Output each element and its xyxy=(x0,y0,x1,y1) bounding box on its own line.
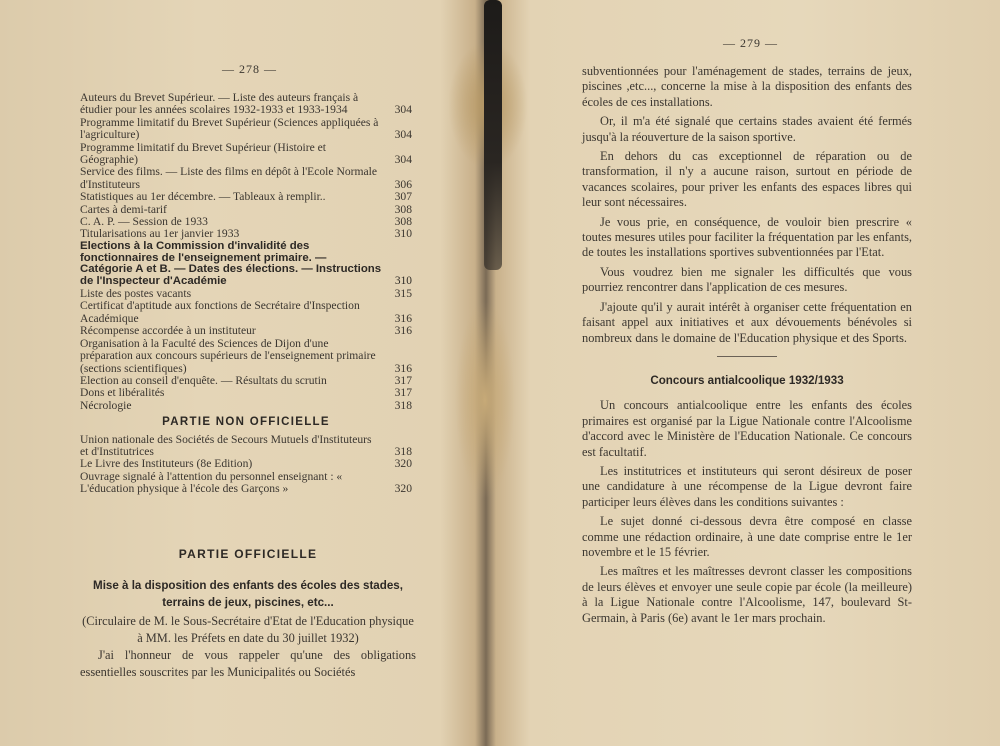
paragraph: Je vous prie, en conséquence, de vouloir bien prescrire « toutes mesures utiles pour faciliter la fréquentation par les enfants, de toutes les installations sportives subventionnées par l'Etat. xyxy=(582,214,912,260)
circular-reference: (Circulaire de M. le Sous-Secrétaire d'Etat de l'Education physique à MM. les Préfets en date du 30 juillet 1932) xyxy=(82,614,414,645)
toc-entry: Nécrologie 318 xyxy=(80,398,412,412)
paragraph: Vous voudrez bien me signaler les difficultés que vous pourriez rencontrer dans l'application de ces mesures. xyxy=(582,264,912,295)
section-divider xyxy=(717,356,777,357)
toc-entry: Auteurs du Brevet Supérieur. — Liste des auteurs français à étudier pour les années scolaires 1932-1933 et 1933-1934 304 xyxy=(80,91,412,117)
paragraph: subventionnées pour l'aménagement de stades, terrains de jeux, piscines ,etc..., concerne la mise à la disposition des enfants des écoles de ces installations. xyxy=(582,64,912,109)
toc-entry-bold: Elections à la Commission d'invalidité des fonctionnaires de l'enseignement primaire. — Catégorie A et B. — Dates des élections. — Instructions de l'Inspecteur d'Académie 310 xyxy=(80,239,412,288)
heading-partie-non-officielle: PARTIE NON OFFICIELLE xyxy=(162,416,330,429)
toc-entry: Union nationale des Sociétés de Secours Mutuels d'Instituteurs et d'Institutrices 318 xyxy=(80,432,412,458)
paragraph: Or, il m'a été signalé que certains stades avaient été fermés jusqu'à la réouverture de la saison sportive. xyxy=(582,114,912,144)
official-section xyxy=(80,546,416,681)
article-body-start: J'ai l'honneur de vous rappeler qu'une des obligations essentielles souscrites par les Municipalités ou Sociétés xyxy=(80,648,416,679)
toc-entry: Récompense accordée à un instituteur 316 xyxy=(80,324,412,338)
section-title: Concours antialcoolique 1932/1933 xyxy=(650,373,844,387)
toc-entry: Cartes à demi-tarif 308 xyxy=(80,202,412,216)
toc-entry: C. A. P. — Session de 1933 308 xyxy=(80,215,412,229)
paragraph: Les maîtres et les maîtresses devront classer les compositions de leurs élèves et envoyer une seule copie par école (la meilleure) à la Ligue Nationale contre l'Alcoolisme, 147, boulevard St-Germain, à Paris (6e) avant le 1er mars prochain. xyxy=(582,564,912,625)
toc-entry: Election au conseil d'enquête. — Résultats du scrutin 317 xyxy=(80,373,412,387)
table-of-contents xyxy=(80,92,412,496)
heading-partie-officielle: PARTIE OFFICIELLE xyxy=(178,547,318,561)
right-page-text xyxy=(582,64,912,630)
paragraph: Un concours antialcoolique entre les enfants des écoles primaires est organisé par la Ligue Nationale contre l'Alcoolisme d'accord avec le Ministère de l'Education Nationale. Ce concours est facultatif. xyxy=(582,398,912,459)
toc-entry: Ouvrage signalé à l'attention du personnel enseignant : « L'éducation physique à l'école des Garçons » 320 xyxy=(80,469,412,496)
toc-entry: Statistiques au 1er décembre. — Tableaux à remplir.. 307 xyxy=(80,190,412,204)
paragraph: En dehors du cas exceptionnel de réparation ou de transformation, il n'y a aucune raison, surtout en période de vacances scolaires, pour priver les enfants des espaces libres qui leur sont nécessaires. xyxy=(582,149,912,210)
paragraph: Les institutrices et instituteurs qui seront désireux de poser une candidature à une récompense de la Ligue devront faire participer leurs élèves dans les conditions suivantes : xyxy=(582,463,912,509)
toc-entry: Titularisations au 1er janvier 1933 310 xyxy=(80,227,412,241)
page-number-right: — 279 — xyxy=(723,36,778,50)
toc-entry: Programme limitatif du Brevet Supérieur (Histoire et Géographie) 304 xyxy=(80,140,412,167)
toc-entry: Le Livre des Instituteurs (8e Edition) 320 xyxy=(80,457,412,471)
toc-entry: Organisation à la Faculté des Sciences de Dijon d'une préparation aux concours supérieurs de l'enseignement primaire (sections scientifiques) 316 xyxy=(80,336,412,375)
toc-entry: Programme limitatif du Brevet Supérieur (Sciences appliquées à l'agriculture) 304 xyxy=(80,115,412,142)
page-number-left: — 278 — xyxy=(222,62,277,76)
left-page xyxy=(0,0,470,746)
paragraph: Le sujet donné ci-dessous devra être composé en classe comme une rédaction ordinaire, à une date comprise entre le 1er novembre et le 15 février. xyxy=(582,514,912,559)
paragraph: J'ajoute qu'il y aurait intérêt à organiser cette fréquentation en faisant appel aux initiatives et aux dévouements bénévoles si nombreux dans le domaine de l'Education physique et des Sports. xyxy=(582,299,912,345)
toc-entry: Certificat d'aptitude aux fonctions de Secrétaire d'Inspection Académique 316 xyxy=(80,299,412,325)
toc-entry: Service des films. — Liste des films en dépôt à l'Ecole Normale d'Instituteurs 306 xyxy=(80,165,412,191)
binding-tear xyxy=(484,0,502,270)
toc-entry: Dons et libéralités 317 xyxy=(80,386,412,400)
toc-entry: Liste des postes vacants 315 xyxy=(80,287,412,301)
article-title: Mise à la disposition des enfants des écoles des stades, terrains de jeux, piscines, etc... xyxy=(93,579,403,609)
